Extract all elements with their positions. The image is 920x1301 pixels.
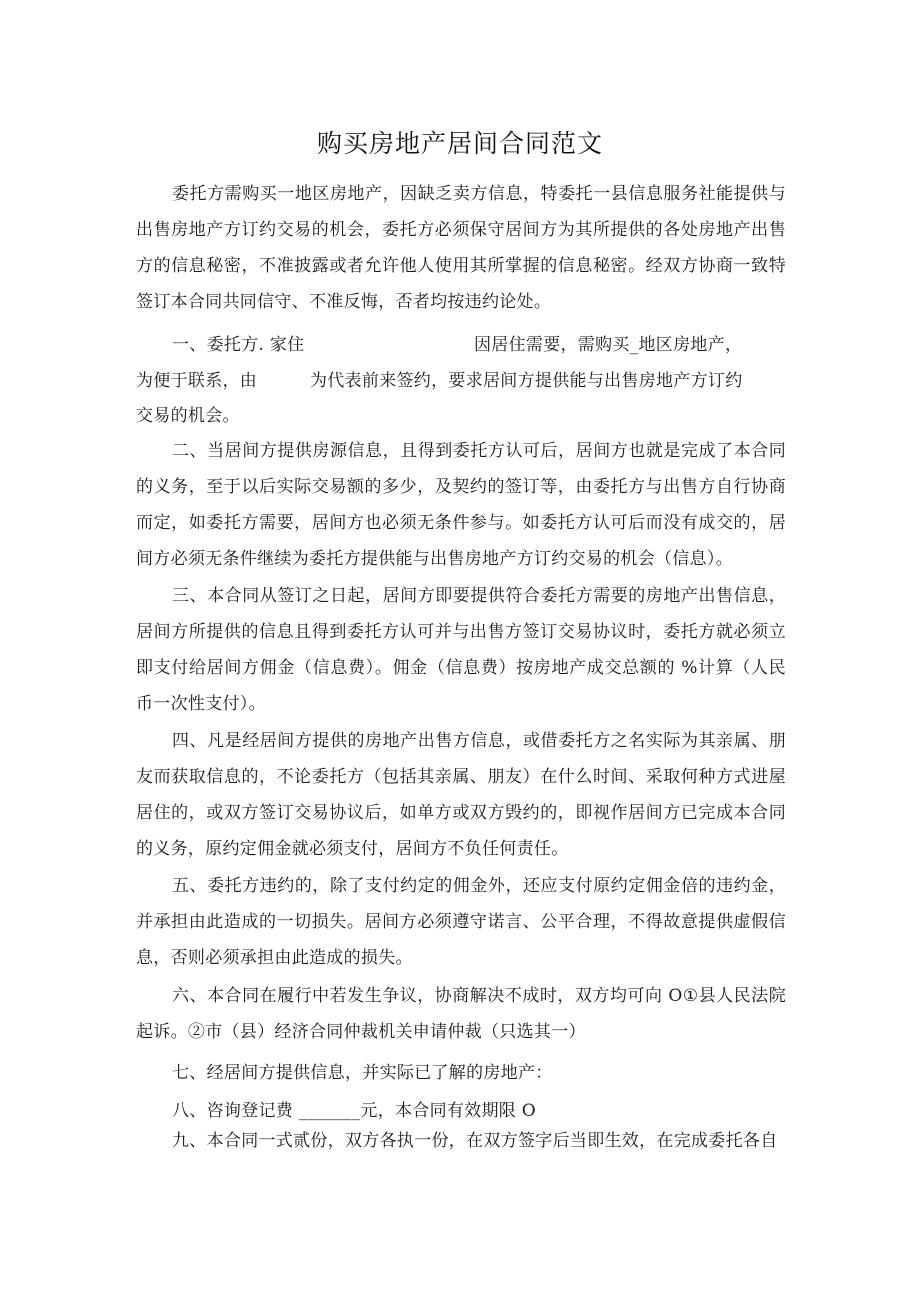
clause2-paragraph: 二、当居间方提供房源信息，且得到委托方认可后，居间方也就是完成了本合同的义务，至于以后实际交易额的多少，及契约的签订等，由委托方与出售方自行协商而定，如委托方需要，居间方也必须无条件参与。如委托方认可后而没有成交的，居间方必须无条件继续为委托方提供能与出售房地产方订约交易的机会（信息）。 xyxy=(136,441,786,569)
intro-paragraph: 委托方需购买一地区房地产，因缺乏卖方信息，特委托一县信息服务社能提供与出售房地产方订约交易的机会，委托方必须保守居间方为其所提供的各处房地产出售方的信息秘密，不准披露或者允许他人使用其所掌握的信息秘密。经双方协商一致特签订本合同共同信守、不准反悔，否者均按违约论处。 xyxy=(136,184,786,312)
clause1-contact: 为便于联系，由 xyxy=(136,371,258,391)
clause8-line: 八、咨询登记费 _______元，本合同有效期限 O xyxy=(172,1101,537,1121)
clause6-paragraph: 六、本合同在履行中若发生争议，协商解决不成时，双方均可向 O①县人民法院起诉。②市（县）经济合同仲裁机关申请仲裁（只选其一） xyxy=(136,986,786,1042)
clause4-paragraph: 四、凡是经居间方提供的房地产出售方信息，或借委托方之名实际为其亲属、朋友而获取信息的，不论委托方（包括其亲属、朋友）在什么时间、采取何种方式进屋居住的，或双方签订交易协议后，如单方或双方毁约的，即视作居间方已完成本合同的义务，原约定佣金就必须支付，居间方不负任何责任。 xyxy=(136,731,786,859)
clause5-paragraph: 五、委托方违约的，除了支付约定的佣金外，还应支付原约定佣金倍的违约金，并承担由此造成的一切损失。居间方必须遵守诺言、公平合理，不得故意提供虚假信息，否则必须承担由此造成的损失。 xyxy=(136,876,786,968)
clause1-party-label: 一、委托方. 家住 xyxy=(172,335,305,355)
clause1-end: 交易的机会。 xyxy=(136,406,240,426)
document-title: 购买房地产居间合同范文 xyxy=(316,129,603,158)
clause7-line: 七、经居间方提供信息，并实际已了解的房地产： xyxy=(172,1063,553,1083)
clause1-purpose: 因居住需要，需购买_地区房地产， xyxy=(474,335,743,355)
clause3-paragraph: 三、本合同从签订之日起，居间方即要提供符合委托方需要的房地产出售信息，居间方所提供的信息且得到委托方认可并与出售方签订交易协议时，委托方就必须立即支付给居间方佣金（信息费）。佣金（信息费）按房地产成交总额的 %计算（人民币一次性支付）。 xyxy=(136,586,786,714)
clause9-line: 九、本合同一式贰份，双方各执一份，在双方签字后当即生效，在完成委托各自 xyxy=(172,1131,778,1151)
clause1-representative: 为代表前来签约，要求居间方提供能与出售房地产方订约 xyxy=(310,371,743,391)
